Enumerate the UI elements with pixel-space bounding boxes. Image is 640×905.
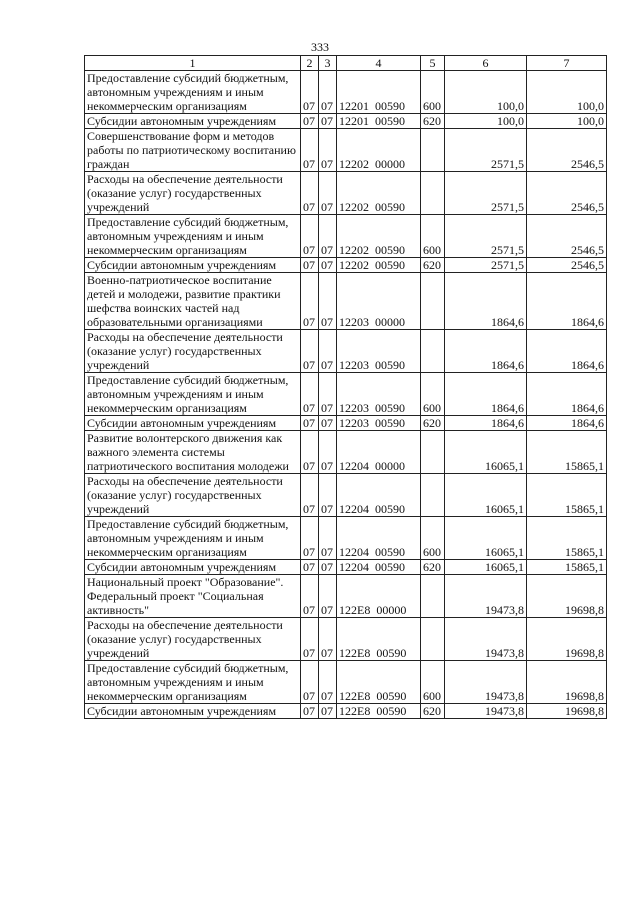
section-code-cell: 07 [301, 273, 319, 330]
section-code-cell: 07 [301, 517, 319, 560]
target-article-cell: 12202 00590 [337, 172, 421, 215]
row-name-cell: Развитие волонтерского движения как важного элемента системы патриотического воспитания молодежи [85, 431, 301, 474]
row-name-cell: Расходы на обеспечение деятельности (оказание услуг) государственных учреждений [85, 618, 301, 661]
section-code-cell: 07 [301, 129, 319, 172]
row-name-cell: Предоставление субсидий бюджетным, автономным учреждениям и иным некоммерческим организациям [85, 661, 301, 704]
row-name-cell: Предоставление субсидий бюджетным, автономным учреждениям и иным некоммерческим организациям [85, 373, 301, 416]
expense-type-cell [421, 129, 445, 172]
subsection-code-cell: 07 [319, 560, 337, 575]
expense-type-cell [421, 330, 445, 373]
section-code-cell: 07 [301, 661, 319, 704]
subsection-code-cell: 07 [319, 258, 337, 273]
section-code-cell: 07 [301, 258, 319, 273]
row-name-cell: Предоставление субсидий бюджетным, автономным учреждениям и иным некоммерческим организациям [85, 215, 301, 258]
amount-col7-cell: 2546,5 [527, 172, 607, 215]
amount-col7-cell: 100,0 [527, 114, 607, 129]
table-row [85, 431, 607, 474]
amount-col7-cell: 15865,1 [527, 474, 607, 517]
expense-type-cell [421, 474, 445, 517]
amount-col7-cell: 2546,5 [527, 258, 607, 273]
table-row [85, 71, 607, 114]
amount-col6-cell: 2571,5 [445, 172, 527, 215]
amount-col6-cell: 1864,6 [445, 373, 527, 416]
amount-col7-cell: 100,0 [527, 71, 607, 114]
row-name-cell: Предоставление субсидий бюджетным, автономным учреждениям и иным некоммерческим организациям [85, 517, 301, 560]
expense-type-cell: 620 [421, 416, 445, 431]
table-row [85, 273, 607, 330]
expense-type-cell: 600 [421, 661, 445, 704]
row-name-cell: Совершенствование форм и методов работы по патриотическому воспитанию граждан [85, 129, 301, 172]
expense-type-cell: 600 [421, 517, 445, 560]
amount-col6-cell: 19473,8 [445, 618, 527, 661]
section-code-cell: 07 [301, 618, 319, 661]
target-article-cell: 12201 00590 [337, 114, 421, 129]
subsection-code-cell: 07 [319, 273, 337, 330]
column-header: 5 [421, 56, 445, 71]
table-row [85, 114, 607, 129]
row-name-cell: Субсидии автономным учреждениям [85, 258, 301, 273]
amount-col7-cell: 2546,5 [527, 129, 607, 172]
table-row [85, 575, 607, 618]
target-article-cell: 12204 00000 [337, 431, 421, 474]
subsection-code-cell: 07 [319, 704, 337, 719]
table-row [85, 661, 607, 704]
header-row [85, 56, 607, 71]
table-row [85, 517, 607, 560]
column-header: 2 [301, 56, 319, 71]
amount-col6-cell: 1864,6 [445, 330, 527, 373]
subsection-code-cell: 07 [319, 330, 337, 373]
section-code-cell: 07 [301, 431, 319, 474]
amount-col7-cell: 19698,8 [527, 618, 607, 661]
subsection-code-cell: 07 [319, 661, 337, 704]
expense-type-cell: 620 [421, 704, 445, 719]
table-row [85, 474, 607, 517]
amount-col7-cell: 15865,1 [527, 431, 607, 474]
subsection-code-cell: 07 [319, 575, 337, 618]
target-article-cell: 122E8 00590 [337, 618, 421, 661]
expense-type-cell [421, 172, 445, 215]
target-article-cell: 12204 00590 [337, 560, 421, 575]
row-name-cell: Субсидии автономным учреждениям [85, 704, 301, 719]
expense-type-cell [421, 273, 445, 330]
expense-type-cell: 620 [421, 560, 445, 575]
section-code-cell: 07 [301, 575, 319, 618]
column-header: 6 [445, 56, 527, 71]
row-name-cell: Национальный проект "Образование". Федеральный проект "Социальная активность" [85, 575, 301, 618]
section-code-cell: 07 [301, 416, 319, 431]
table-row [85, 704, 607, 719]
target-article-cell: 12204 00590 [337, 517, 421, 560]
target-article-cell: 12202 00590 [337, 258, 421, 273]
expense-type-cell: 600 [421, 71, 445, 114]
table-row [85, 258, 607, 273]
amount-col6-cell: 19473,8 [445, 575, 527, 618]
amount-col6-cell: 16065,1 [445, 517, 527, 560]
target-article-cell: 12203 00000 [337, 273, 421, 330]
expense-type-cell [421, 618, 445, 661]
amount-col7-cell: 19698,8 [527, 661, 607, 704]
amount-col6-cell: 16065,1 [445, 560, 527, 575]
target-article-cell: 122E8 00000 [337, 575, 421, 618]
amount-col7-cell: 15865,1 [527, 517, 607, 560]
row-name-cell: Предоставление субсидий бюджетным, автономным учреждениям и иным некоммерческим организациям [85, 71, 301, 114]
page-number: 333 [311, 40, 329, 54]
section-code-cell: 07 [301, 330, 319, 373]
amount-col6-cell: 1864,6 [445, 273, 527, 330]
amount-col6-cell: 2571,5 [445, 258, 527, 273]
row-name-cell: Субсидии автономным учреждениям [85, 114, 301, 129]
subsection-code-cell: 07 [319, 172, 337, 215]
expense-type-cell: 620 [421, 114, 445, 129]
amount-col6-cell: 19473,8 [445, 704, 527, 719]
target-article-cell: 12201 00590 [337, 71, 421, 114]
amount-col7-cell: 1864,6 [527, 273, 607, 330]
column-header: 1 [85, 56, 301, 71]
table-row [85, 215, 607, 258]
section-code-cell: 07 [301, 560, 319, 575]
section-code-cell: 07 [301, 373, 319, 416]
amount-col6-cell: 2571,5 [445, 129, 527, 172]
section-code-cell: 07 [301, 71, 319, 114]
subsection-code-cell: 07 [319, 129, 337, 172]
amount-col6-cell: 100,0 [445, 114, 527, 129]
target-article-cell: 12204 00590 [337, 474, 421, 517]
subsection-code-cell: 07 [319, 114, 337, 129]
table-row [85, 560, 607, 575]
amount-col6-cell: 2571,5 [445, 215, 527, 258]
amount-col6-cell: 16065,1 [445, 474, 527, 517]
target-article-cell: 12203 00590 [337, 416, 421, 431]
amount-col7-cell: 15865,1 [527, 560, 607, 575]
amount-col7-cell: 19698,8 [527, 575, 607, 618]
amount-col7-cell: 2546,5 [527, 215, 607, 258]
amount-col6-cell: 1864,6 [445, 416, 527, 431]
column-header: 7 [527, 56, 607, 71]
table-row [85, 129, 607, 172]
table-row [85, 172, 607, 215]
amount-col7-cell: 1864,6 [527, 330, 607, 373]
table-row [85, 330, 607, 373]
row-name-cell: Военно-патриотическое воспитание детей и молодежи, развитие практики шефства воинских частей над образовательными организациями [85, 273, 301, 330]
table-row [85, 618, 607, 661]
subsection-code-cell: 07 [319, 474, 337, 517]
column-header: 4 [337, 56, 421, 71]
amount-col6-cell: 19473,8 [445, 661, 527, 704]
expense-type-cell: 600 [421, 373, 445, 416]
expense-type-cell: 620 [421, 258, 445, 273]
subsection-code-cell: 07 [319, 517, 337, 560]
amount-col6-cell: 100,0 [445, 71, 527, 114]
section-code-cell: 07 [301, 114, 319, 129]
section-code-cell: 07 [301, 172, 319, 215]
target-article-cell: 12202 00000 [337, 129, 421, 172]
row-name-cell: Расходы на обеспечение деятельности (оказание услуг) государственных учреждений [85, 330, 301, 373]
subsection-code-cell: 07 [319, 431, 337, 474]
expense-type-cell [421, 575, 445, 618]
amount-col7-cell: 19698,8 [527, 704, 607, 719]
subsection-code-cell: 07 [319, 215, 337, 258]
table-body [85, 71, 607, 719]
target-article-cell: 122E8 00590 [337, 661, 421, 704]
target-article-cell: 12202 00590 [337, 215, 421, 258]
amount-col7-cell: 1864,6 [527, 373, 607, 416]
row-name-cell: Расходы на обеспечение деятельности (оказание услуг) государственных учреждений [85, 474, 301, 517]
amount-col7-cell: 1864,6 [527, 416, 607, 431]
row-name-cell: Субсидии автономным учреждениям [85, 560, 301, 575]
section-code-cell: 07 [301, 704, 319, 719]
subsection-code-cell: 07 [319, 416, 337, 431]
target-article-cell: 12203 00590 [337, 373, 421, 416]
section-code-cell: 07 [301, 215, 319, 258]
budget-table [84, 55, 607, 719]
expense-type-cell [421, 431, 445, 474]
subsection-code-cell: 07 [319, 71, 337, 114]
table-row [85, 373, 607, 416]
row-name-cell: Расходы на обеспечение деятельности (оказание услуг) государственных учреждений [85, 172, 301, 215]
amount-col6-cell: 16065,1 [445, 431, 527, 474]
section-code-cell: 07 [301, 474, 319, 517]
table-row [85, 416, 607, 431]
row-name-cell: Субсидии автономным учреждениям [85, 416, 301, 431]
expense-type-cell: 600 [421, 215, 445, 258]
subsection-code-cell: 07 [319, 618, 337, 661]
column-header: 3 [319, 56, 337, 71]
target-article-cell: 12203 00590 [337, 330, 421, 373]
target-article-cell: 122E8 00590 [337, 704, 421, 719]
subsection-code-cell: 07 [319, 373, 337, 416]
